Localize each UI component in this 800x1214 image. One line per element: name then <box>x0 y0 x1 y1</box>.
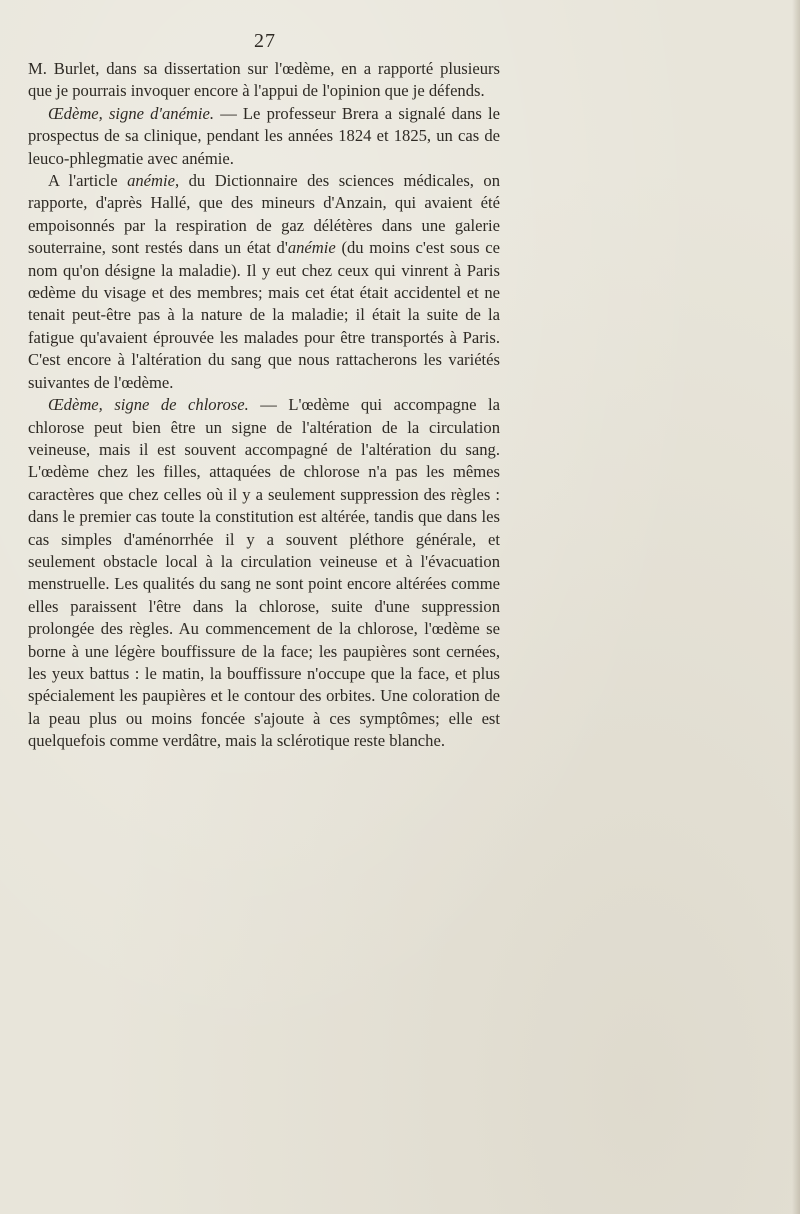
section-lead-chlorose: Œdème, signe de chlorose. <box>48 395 249 415</box>
paragraph-text: M. Burlet, dans sa dissertation sur l'œdème, en a rapporté plusieurs que je pourrais invoquer encore à l'appui de l'opinion que je défends. <box>28 59 500 101</box>
paragraph-burlet <box>28 58 500 103</box>
page-number: 27 <box>254 30 276 52</box>
paragraph-dictionnaire <box>28 170 500 394</box>
italic-term: anémie <box>127 171 175 191</box>
paragraph-text: , du Dictionnaire des sciences médicales, on rapporte, d'après Hallé, que des mineurs d'Anzain, qui avaient été empoisonnés par la respiration de gaz délétères dans une galerie souterraine, sont restés dans un état d' <box>28 171 501 258</box>
italic-term: anémie <box>287 238 336 258</box>
paragraph-text: — L'œdème qui accompagne la chlorose peut bien être un signe de l'altération de la circulation veineuse, mais il est souvent accompagné de l'altération du sang. L'œdème chez les filles, attaquées de chlorose n'a pas les mêmes caractères que chez celles où il y a seulement suppression des règles : dans le premier cas toute la constitution est altérée, tandis que dans les cas simples d'aménorrhée il y a souvent pléthore générale, et seulement obstacle local à la circulation veineuse et à l'évacuation menstruelle. Les qualités du sang ne sont point encore altérées comme elles paraissent l'être dans la chlorose, suite d'une suppression prolongée des règles. Au commencement de la chlorose, l'œdème se borne à une légère bouffissure de la face; les paupières sont cernées, les yeux battus : le matin, la bouffissure n'occupe que la face, et plus spécialement les paupières et le contour des orbites. Une coloration de la peau plus ou moins foncée s'ajoute à ces symptômes; elle est quelquefois comme verdâtre, mais la sclérotique reste blanche. <box>28 395 500 751</box>
body-text <box>28 58 500 753</box>
paragraph-text: — Le professeur Brera a signalé dans le prospectus de sa clinique, pendant les années 1824 et 1825, un cas de leuco-phlegmatie avec anémie. <box>28 103 500 168</box>
page-edge-shadow <box>792 0 800 1214</box>
paragraph-text: A l'article <box>48 171 128 191</box>
paragraph-chlorose-heading <box>28 394 500 753</box>
paragraph-anemie-heading <box>28 103 500 170</box>
paragraph-text: (du moins c'est sous ce nom qu'on désigne la maladie). Il y eut chez ceux qui vinrent à Paris œdème du visage et des membres; mais cet état était accidentel et ne tenait peut-être pas à la nature de la maladie; il était la suite de la fatigue qu'avaient éprouvée les malades pour être transportés à Paris. C'est encore à l'altération du sang que nous rattacherons les variétés suivantes de l'œdème. <box>28 238 500 392</box>
section-lead-anemie: Œdème, signe d'anémie. <box>48 103 215 123</box>
